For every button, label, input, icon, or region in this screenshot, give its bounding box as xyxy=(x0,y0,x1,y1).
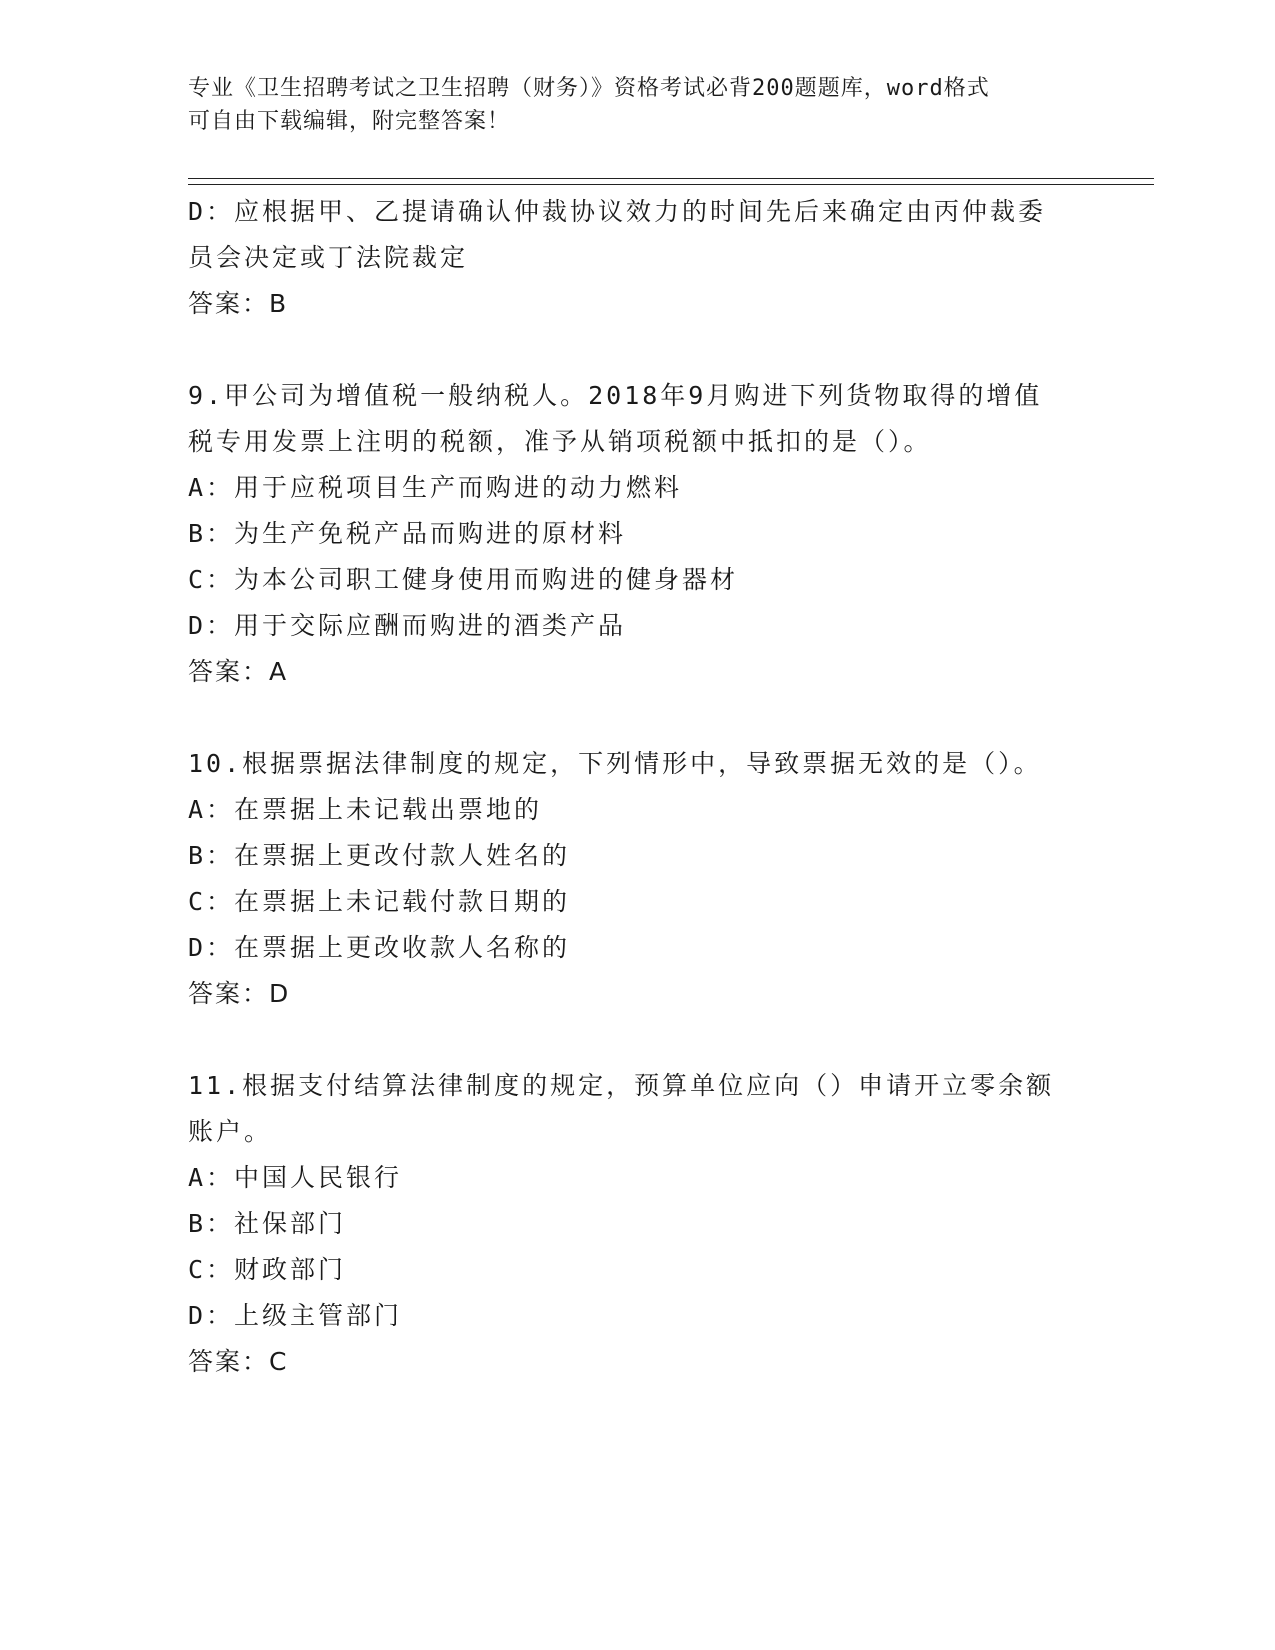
document-body xyxy=(188,189,1088,1385)
option-c: C：财政部门 xyxy=(188,1255,347,1284)
header-divider-bottom xyxy=(188,184,1154,185)
question-11 xyxy=(188,1063,1088,1385)
answer-line: 答案：B xyxy=(188,289,289,318)
answer-line: 答案：A xyxy=(188,657,289,686)
option-a: A：用于应税项目生产而购进的动力燃料 xyxy=(188,473,683,502)
option-d: D：在票据上更改收款人名称的 xyxy=(188,933,571,962)
option-d: D：用于交际应酬而购进的酒类产品 xyxy=(188,611,627,640)
question-stem: 11.根据支付结算法律制度的规定，预算单位应向（）申请开立零余额 xyxy=(188,1071,1055,1100)
question-stem: 9.甲公司为增值税一般纳税人。2018年9月购进下列货物取得的增值 xyxy=(188,381,1043,410)
document-header xyxy=(188,72,1088,138)
answer-line: 答案：D xyxy=(188,979,291,1008)
option-d-continued: 员会决定或丁法院裁定 xyxy=(188,243,469,272)
question-9 xyxy=(188,373,1088,695)
header-divider-top xyxy=(188,178,1154,179)
question-stem-continued: 税专用发票上注明的税额，准予从销项税额中抵扣的是（）。 xyxy=(188,427,932,456)
option-c: C：在票据上未记载付款日期的 xyxy=(188,887,571,916)
option-b: B：在票据上更改付款人姓名的 xyxy=(188,841,571,870)
spacer xyxy=(188,1017,1088,1063)
spacer xyxy=(188,695,1088,741)
option-a: A：中国人民银行 xyxy=(188,1163,403,1192)
question-stem-continued: 账户。 xyxy=(188,1117,273,1146)
option-a: A：在票据上未记载出票地的 xyxy=(188,795,543,824)
option-d: D：上级主管部门 xyxy=(188,1301,403,1330)
question-10 xyxy=(188,741,1088,1017)
option-b: B：社保部门 xyxy=(188,1209,347,1238)
header-title-line-1: 专业《卫生招聘考试之卫生招聘（财务）》资格考试必背200题题库，word格式 xyxy=(188,76,990,101)
question-stem: 10.根据票据法律制度的规定，下列情形中，导致票据无效的是（）。 xyxy=(188,749,1042,778)
option-c: C：为本公司职工健身使用而购进的健身器材 xyxy=(188,565,739,594)
option-d: D：应根据甲、乙提请确认仲裁协议效力的时间先后来确定由丙仲裁委 xyxy=(188,197,1047,226)
answer-line: 答案：C xyxy=(188,1347,289,1376)
option-b: B：为生产免税产品而购进的原材料 xyxy=(188,519,627,548)
spacer xyxy=(188,327,1088,373)
question-8-continued xyxy=(188,189,1088,327)
header-title-line-2: 可自由下载编辑，附完整答案！ xyxy=(188,109,511,134)
